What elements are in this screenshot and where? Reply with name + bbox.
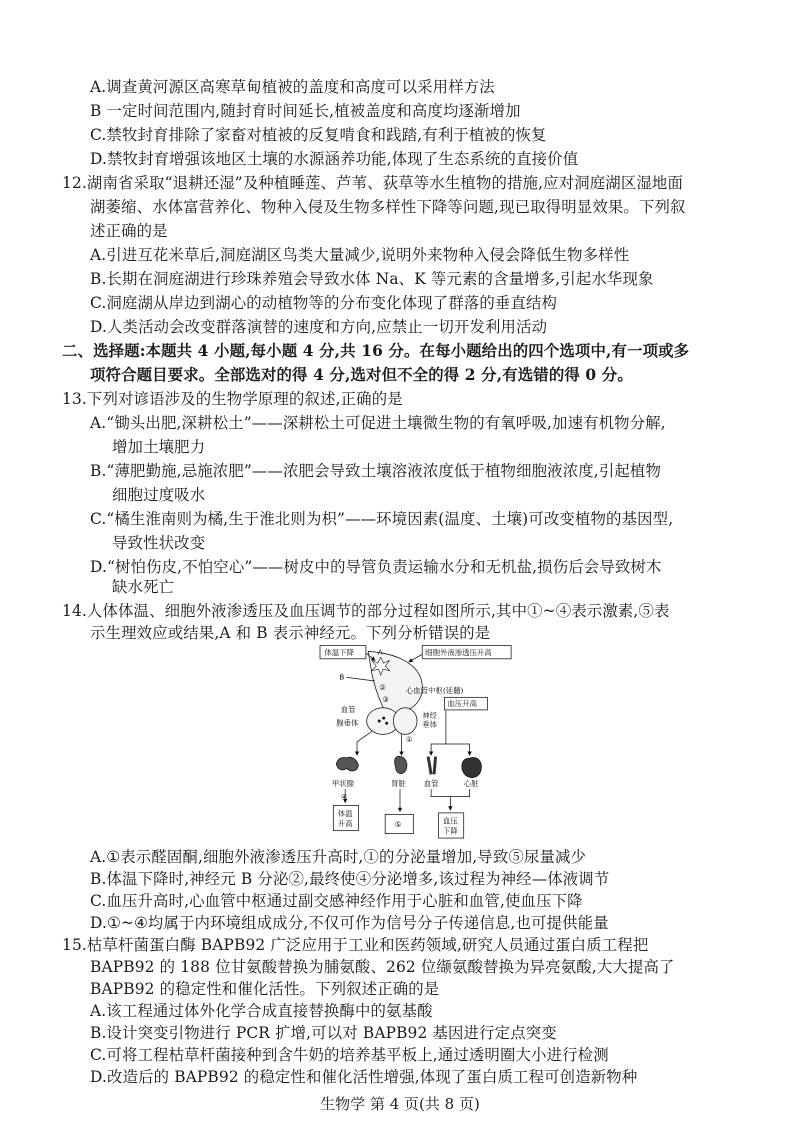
q14-stem-line1: 14.人体体温、细胞外液渗透压及血压调节的部分过程如图所示,其中①~④表示激素,⑤表 <box>62 602 670 620</box>
q13-option-a-cont: 增加土壤肥力 <box>112 438 206 456</box>
thyroid-icon <box>336 757 358 771</box>
temp-up-label-2: 升高 <box>337 819 353 829</box>
q14-option-c: C.血压升高时,心血管中枢通过副交感神经作用于心脏和血管,使血压下降 <box>90 892 583 910</box>
regulation-diagram <box>255 644 585 844</box>
hormone-1-label: ① <box>405 734 413 744</box>
q11-option-b: B 一定时间范围内,随封育时间延长,植被盖度和高度均逐渐增加 <box>90 102 521 120</box>
q12-option-d: D.人类活动会改变群落演替的速度和方向,应禁止一切开发利用活动 <box>90 318 548 336</box>
q13-option-c-cont: 导致性状改变 <box>112 534 206 552</box>
q15-option-b: B.设计突变引物进行 PCR 扩增,可以对 BAPB92 基因进行定点突变 <box>90 1024 557 1042</box>
adenohypophysis-label: 腺垂体 <box>336 718 359 728</box>
q14-stem-line2: 示生理效应或结果,A 和 B 表示神经元。下列分析错误的是 <box>90 624 491 642</box>
q13-option-d: D.“树怕伤皮,不怕空心”——树皮中的导管负责运输水分和无机盐,损伤后会导致树木 <box>90 558 662 576</box>
arrow-to-heart <box>446 744 470 755</box>
heart-icon <box>462 757 482 777</box>
q13-option-a: A.“锄头出肥,深耕松土”——深耕松土可促进土壤微生物的有氧呼吸,加速有机物分解, <box>90 414 666 432</box>
q12-stem-line1: 12.湖南省采取“退耕还湿”及种植睡莲、芦苇、荻草等水生植物的措施,应对洞庭湖区湿地面 <box>62 174 684 192</box>
hormone-2-label: ② <box>379 682 386 692</box>
bp-down-label-1: 血压 <box>442 816 458 826</box>
section2-header-line1: 二、选择题:本题共 4 小题,每小题 4 分,共 16 分。在每小题给出的四个选项中,有一项或多 <box>62 342 690 360</box>
q13-option-b: B.“薄肥勤施,忌施浓肥”——浓肥会导致土壤溶液浓度低于植物细胞液浓度,引起植物 <box>90 462 662 480</box>
temp-up-label-1: 体温 <box>337 808 353 818</box>
neurohypophysis-label-1: 神经 <box>422 711 438 721</box>
kidney-label: 肾脏 <box>391 779 406 789</box>
bp-down-label-2: 下降 <box>442 826 458 836</box>
q14-option-b: B.体温下降时,神经元 B 分泌②,最终使④分泌增多,该过程为神经—体液调节 <box>90 870 610 888</box>
thyroid-label: 甲状腺 <box>331 779 355 789</box>
hormone-4-label: ④ <box>340 792 348 802</box>
neuron-a-label: A <box>377 647 383 657</box>
bp-up-label: 血压升高 <box>447 699 477 709</box>
q13-option-b-cont: 细胞过度吸水 <box>112 486 206 504</box>
hypothalamus-shape <box>368 651 422 715</box>
q12-option-a: A.引进互花米草后,洞庭湖区鸟类大量减少,说明外来物种入侵会降低生物多样性 <box>90 246 630 264</box>
q12-stem-line3: 述正确的是 <box>90 222 168 240</box>
q15-option-d: D.改造后的 BAPB92 的稳定性和催化活性增强,体现了蛋白质工程可创造新物种 <box>90 1068 638 1086</box>
q12-stem-line2: 湖萎缩、水体富营养化、物种入侵及生物多样性下降等问题,现已取得明显效果。下列叙 <box>90 198 686 216</box>
q15-option-a: A.该工程通过体外化学合成直接替换酶中的氨基酸 <box>90 1002 433 1020</box>
vessel-label-upper: 血管 <box>340 705 356 715</box>
regulation-diagram-svg <box>255 644 585 844</box>
kidney-icon <box>395 756 407 773</box>
result-5-label: ⑤ <box>394 819 402 829</box>
heart-label: 心脏 <box>463 779 479 789</box>
q15-stem-line2: BAPB92 的 188 位甘氨酸替换为脯氨酸、262 位缬氨酸替换为异亮氨酸,大大提高了 <box>90 958 675 976</box>
q13-option-d-cont: 缺水死亡 <box>112 578 175 596</box>
q13-option-c: C.“橘生淮南则为橘,生于淮北则为枳”——环境因素(温度、土壤)可改变植物的基因型, <box>90 510 674 528</box>
q15-option-c: C.可将工程枯草杆菌接种到含牛奶的培养基平板上,通过透明圈大小进行检测 <box>90 1046 609 1064</box>
body-temp-down-label: 体温下降 <box>324 648 355 658</box>
q13-stem: 13.下列对谚语涉及的生物学原理的叙述,正确的是 <box>62 390 403 408</box>
cardio-center-label: 心血管中枢(延髓) <box>405 685 464 695</box>
q12-option-c: C.洞庭湖从岸边到湖心的动植物等的分布变化体现了群落的垂直结构 <box>90 294 558 312</box>
q14-option-a: A.①表示醛固酮,细胞外液渗透压升高时,①的分泌量增加,导致⑤尿量减少 <box>90 848 587 866</box>
neurohypophysis-label-2: 垂体 <box>422 719 438 729</box>
osmotic-up-label: 细胞外液渗透压升高 <box>425 648 492 658</box>
vessel-organ-label: 血管 <box>423 779 439 789</box>
q14-option-d: D.①~④均属于内环境组成成分,不仅可作为信号分子传递信息,也可提供能量 <box>90 914 609 932</box>
page-footer: 生物学 第 4 页(共 8 页) <box>320 1095 480 1113</box>
q11-option-a: A.调查黄河源区高寒草甸植被的盖度和高度可以采用样方法 <box>90 78 495 96</box>
neuron-b-label: B <box>339 672 345 682</box>
q11-option-c: C.禁牧封育排除了家畜对植被的反复啃食和践踏,有利于植被的恢复 <box>90 126 547 144</box>
neurohypophysis-shape <box>393 708 417 735</box>
q12-option-b: B.长期在洞庭湖进行珍珠养殖会导致水体 Na、K 等元素的含量增多,引起水华现象 <box>90 270 654 288</box>
q11-option-d: D.禁牧封育增强该地区土壤的水源涵养功能,体现了生态系统的直接价值 <box>90 150 579 168</box>
section2-header-line2: 项符合题目要求。全部选对的得 4 分,选对但不全的得 2 分,有选错的得 0 分。 <box>90 366 633 384</box>
q15-stem-line1: 15.枯草杆菌蛋白酶 BAPB92 广泛应用于工业和医药领域,研究人员通过蛋白质工程把 <box>62 936 649 954</box>
hormone-3-label: ③ <box>382 694 389 704</box>
arrow-bp-down <box>431 789 470 810</box>
q15-stem-line3: BAPB92 的稳定性和催化活性。下列叙述正确的是 <box>90 980 440 998</box>
vessel-icon <box>428 757 435 775</box>
neuron-b-line <box>347 677 375 681</box>
osmotic-arrow <box>409 654 422 661</box>
arrow-to-thyroid <box>357 731 372 755</box>
